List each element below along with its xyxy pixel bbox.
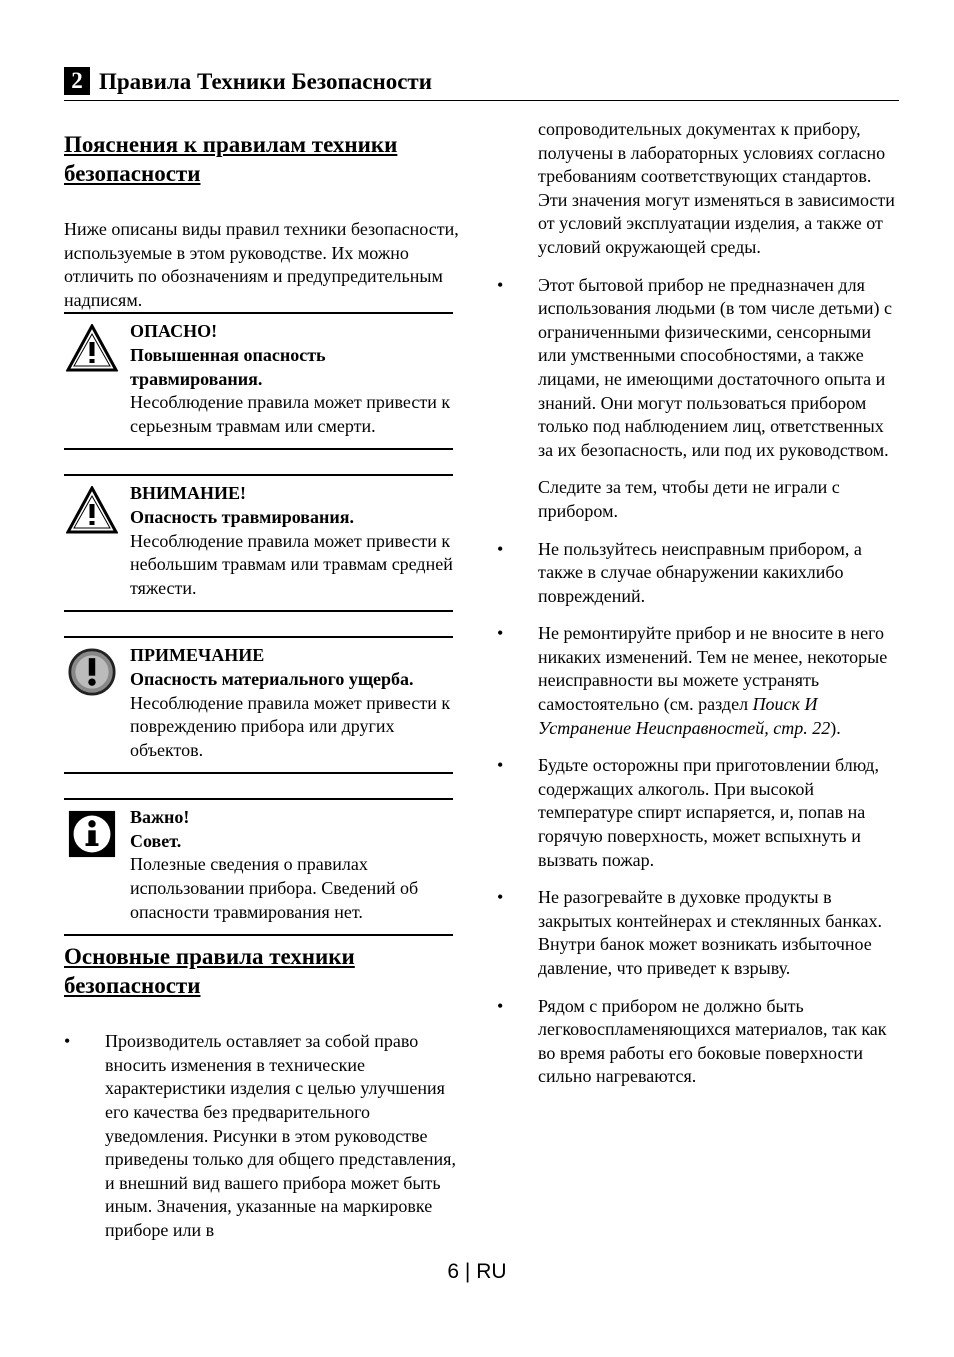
section-title-basic-rules: Основные правила техники безопасности <box>64 944 355 999</box>
section-title-explanations: Пояснения к правилам техники безопасности <box>64 132 398 186</box>
list-item: • Будьте осторожны при приготовлении блюд, содержащих алкоголь. При высокой температуре спирт испаряется, и, попав на горячую поверхность, может вспыхнуть и вызвать пожар. <box>497 754 897 872</box>
bullet-icon <box>497 622 503 646</box>
exclamation-circle-icon <box>66 648 118 696</box>
chapter-number: 2 <box>64 67 90 95</box>
intro-paragraph: Ниже описаны виды правил техники безопасности, используемые в этом руководстве. Их можно отличить по обозначениям и предупредительным надписям. <box>64 219 459 310</box>
info-heading: Важно! <box>130 807 190 828</box>
danger-note <box>64 312 453 450</box>
left-column <box>64 130 464 1257</box>
bullet-continuation: сопроводительных документах к прибору, получены в лабораторных условиях согласно требованиям соответствующих стандартов. Эти значения могут изменяться в зависимости от условий эксплуатации изделия, а также от условий окружающей среды. <box>538 119 895 257</box>
list-item: • Этот бытовой прибор не предназначен для использования людьми (в том числе детьми) с ограниченными физическими, сенсорными или умственными способностями, а также лицами, не имеющими достаточного опыта и знаний. Они могут пользоваться прибором только под наблюдением лиц, ответственных за их безопасность, или под их руководством. <box>497 274 897 463</box>
chapter-header <box>64 66 899 101</box>
list-item: • Не ремонтируйте прибор и не вносите в него никаких изменений. Тем не менее, некоторые неисправности вы можете устранять самостоятельно (см. раздел Поиск И Устранение Неисправностей, стр. 22). <box>497 622 897 740</box>
page-number: 6 | RU <box>447 1260 507 1283</box>
caution-subheading: Опасность материального ущерба. <box>130 668 414 689</box>
list-item: • Не разогревайте в духовке продукты в закрытых контейнерах и стеклянных банках. Внутри банок может возникать избыточное давление, что приведет к взрыву. <box>497 886 897 980</box>
bullet-icon <box>497 538 503 562</box>
bullet-icon <box>497 754 503 778</box>
list-item: • Рядом с прибором не должно быть легковоспламеняющихся материалов, так как во время работы его боковые поверхности сильно нагреваются. <box>497 995 897 1089</box>
bullet-icon <box>497 274 503 298</box>
chapter-title: Правила Техники Безопасности <box>99 69 432 94</box>
warning-triangle-icon <box>66 324 118 372</box>
danger-text: Несоблюдение правила может привести к серьезным травмам или смерти. <box>130 392 451 436</box>
info-icon <box>66 810 118 858</box>
caution-note <box>64 636 453 774</box>
danger-subheading: Повышенная опасность травмирования. <box>130 344 326 389</box>
info-subheading: Совет. <box>130 830 182 851</box>
right-column <box>497 118 897 1103</box>
bullet-icon <box>497 995 503 1019</box>
info-text: Полезные сведения о правилах использовании прибора. Сведений об опасности травмирования нет. <box>130 854 419 922</box>
caution-text: Несоблюдение правила может привести к повреждению прибора или других объектов. <box>130 692 451 760</box>
info-note <box>64 798 453 936</box>
warning-text: Несоблюдение правила может привести к небольшим травмам или травмам средней тяжести. <box>130 530 453 598</box>
children-warning: Следите за тем, чтобы дети не играли с прибором. <box>538 477 840 521</box>
bullet-list-right <box>497 274 897 463</box>
warning-subheading: Опасность травмирования. <box>130 506 354 527</box>
caution-heading: ПРИМЕЧАНИЕ <box>130 645 265 666</box>
bullet-icon <box>497 886 503 910</box>
warning-note <box>64 474 453 612</box>
warning-triangle-icon <box>66 486 118 534</box>
bullet-list-left <box>64 1030 464 1242</box>
warning-heading: ВНИМАНИЕ! <box>130 483 246 504</box>
list-item: • Производитель оставляет за собой право вносить изменения в технические характеристики изделия с целью улучшения его качества без предварительного уведомления. Рисунки в этом руководстве приведены только для общего представления, и внешний вид вашего прибора может быть иным. Значения, указанные на маркировке приборе или в <box>64 1030 464 1242</box>
danger-heading: ОПАСНО! <box>130 321 218 342</box>
bullet-list-right-2 <box>497 538 897 1089</box>
bullet-icon <box>64 1030 70 1054</box>
list-item: • Не пользуйтесь неисправным прибором, а также в случае обнаружении какихлибо повреждений. <box>497 538 897 609</box>
cross-reference: Поиск И Устранение Неисправностей, стр. 22 <box>538 694 831 738</box>
